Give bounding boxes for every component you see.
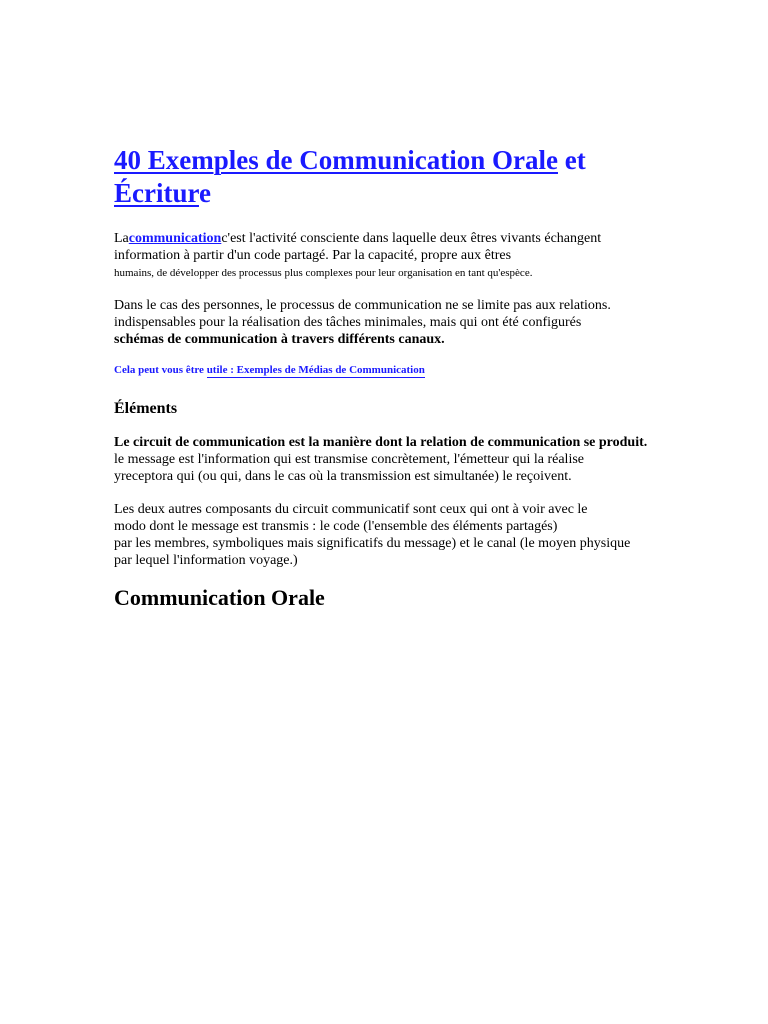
title-link-part-1[interactable]: 40 Exemples de Communication Orale [114,145,558,175]
title-text-part-2: e [198,178,211,208]
persons-line-2: indispensables pour la réalisation des tâches minimales, mais qui ont été configurés [114,315,582,330]
persons-paragraph [114,297,704,348]
circuit-line-3: yreceptora qui (ou qui, dans le cas où la transmission est simultanée) le reçoivent. [114,469,572,484]
persons-line-1: Dans le cas des personnes, le processus de communication ne se limite pas aux relations. [114,298,611,313]
components-paragraph [114,501,704,569]
components-line-3: par les membres, symboliques mais significatifs du message) et le canal (le moyen physique [114,536,631,551]
intro-line-3: humains, de développer des processus plus complexes pour leur organisation en tant qu'espèce. [114,267,533,279]
intro-line-2: information à partir d'un code partagé. Par la capacité, propre aux êtres [114,248,512,263]
components-line-4: par lequel l'information voyage.) [114,553,298,568]
intro-prefix: La [114,231,129,246]
communication-link[interactable]: communication [128,231,222,246]
related-article [114,363,425,377]
components-line-1: Les deux autres composants du circuit communicatif sont ceux qui ont à voir avec le [114,502,588,517]
intro-paragraph [114,230,704,282]
title-link-part-2[interactable]: Écritur [114,178,199,208]
intro-line-1: c'est l'activité consciente dans laquelle deux êtres vivants échangent [221,231,602,246]
persons-line-3: schémas de communication à travers différents canaux. [114,332,445,347]
title-text-part-1: et [557,145,586,175]
related-article-link[interactable]: utile : Exemples de Médias de Communication [206,364,425,376]
circuit-line-2: le message est l'information qui est transmise concrètement, l'émetteur qui la réalise [114,452,584,467]
circuit-line-1: Le circuit de communication est la manière dont la relation de communication se produit. [114,435,648,450]
circuit-paragraph [114,434,704,485]
elements-heading: Éléments [114,400,178,417]
related-prefix: Cela peut vous être [114,364,207,376]
page-title [114,144,674,210]
section-heading-oral: Communication Orale [114,585,325,610]
components-line-2: modo dont le message est transmis : le code (l'ensemble des éléments partagés) [114,519,558,534]
